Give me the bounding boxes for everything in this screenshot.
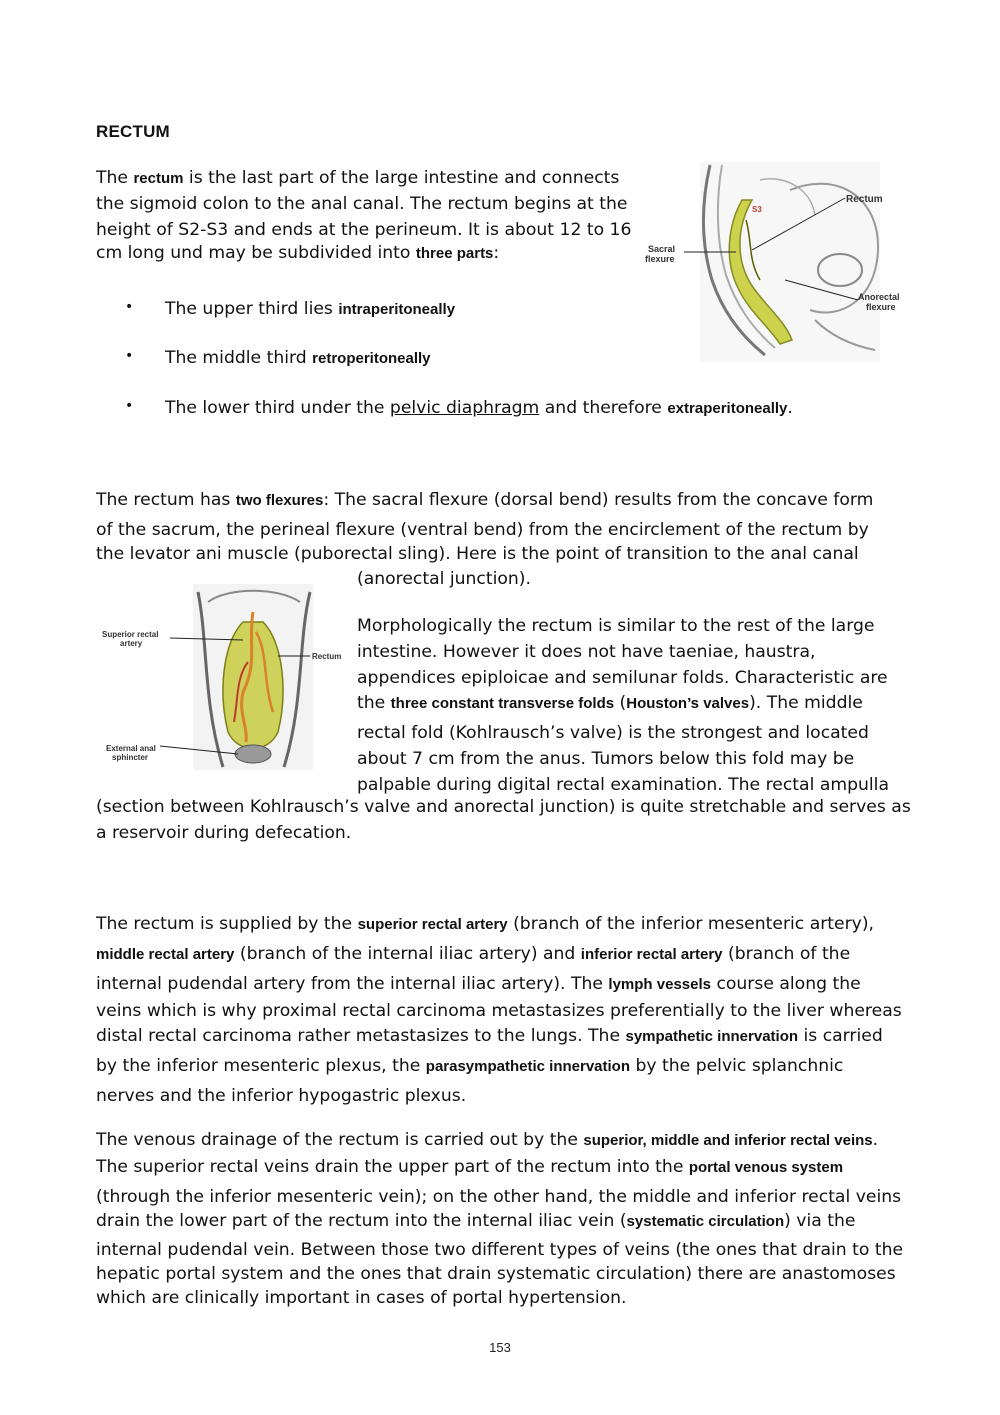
anorectal-flexure-label: flexure <box>866 302 896 312</box>
supply-line <box>96 1052 902 1082</box>
bold-term: three parts <box>415 245 494 263</box>
text: : The sacral flexure (dorsal bend) results from the concave form <box>323 490 874 510</box>
bold-term: Houston’s valves <box>626 695 750 713</box>
bold-term: retroperitoneally <box>312 350 431 367</box>
anorectal-flexure-label: Anorectal <box>858 292 900 302</box>
bold-term: two flexures <box>235 492 324 509</box>
text: and therefore <box>539 398 668 418</box>
rectum-sagittal-figure <box>640 160 910 370</box>
figure-background <box>700 162 880 362</box>
morph-line: palpable during digital rectal examination. The rectal ampulla <box>357 774 889 795</box>
intro-line <box>96 166 631 192</box>
morph-line <box>357 691 889 717</box>
morphology-paragraph <box>357 614 889 799</box>
supply-line: nerves and the inferior hypogastric plexus. <box>96 1085 467 1106</box>
text: The rectum is supplied by the <box>96 914 358 934</box>
bold-term: superior, middle and inferior rectal veins <box>583 1132 873 1149</box>
sacral-flexure-label: Sacral <box>648 244 676 254</box>
text: by the inferior mesenteric plexus, the <box>96 1055 426 1076</box>
bold-term: three constant transverse folds <box>390 695 615 713</box>
supply-line <box>96 910 902 940</box>
text: by the pelvic splanchnic <box>630 1055 844 1076</box>
intro-line: the sigmoid colon to the anal canal. The rectum begins at the <box>96 193 628 214</box>
text: is the last part of the large intestine and connects <box>183 168 620 188</box>
rectum-frontal-figure <box>98 582 348 774</box>
flexures-line <box>96 488 873 514</box>
bullet-icon: • <box>125 398 134 414</box>
venous-line <box>96 1127 903 1154</box>
external-anal-sphincter-label: External anal <box>106 744 156 753</box>
bold-term: portal venous system <box>688 1159 844 1177</box>
text: The superior rectal veins drain the upper part of the rectum into the <box>96 1157 689 1178</box>
bold-term: extraperitoneally <box>667 400 788 417</box>
text: ( <box>614 693 627 714</box>
bold-term: intraperitoneally <box>338 301 456 318</box>
text: . <box>872 1130 879 1150</box>
morphology-paragraph-cont <box>96 795 911 847</box>
bullet-icon: • <box>125 348 134 364</box>
bold-term: lymph vessels <box>608 975 711 993</box>
text: The <box>96 168 134 188</box>
text: The venous drainage of the rectum is carried out by the <box>96 1130 584 1150</box>
text: internal pudendal artery from the internal iliac artery). The <box>96 973 609 994</box>
morph-line: about 7 cm from the anus. Tumors below this fold may be <box>357 748 855 769</box>
venous-line: which are clinically important in cases of portal hypertension. <box>96 1288 627 1309</box>
section-heading: RECTUM <box>96 122 170 141</box>
intro-paragraph <box>96 166 631 267</box>
rectum-label: Rectum <box>846 194 883 205</box>
supply-line <box>96 1022 902 1052</box>
text: is carried <box>798 1026 883 1047</box>
bold-term: rectum <box>133 170 184 187</box>
text: distal rectal carcinoma rather metastasizes to the lungs. The <box>96 1026 626 1047</box>
venous-line <box>96 1154 903 1181</box>
venous-line: hepatic portal system and the ones that drain systematic circulation) there are anastomoses <box>96 1264 896 1285</box>
bold-term: middle rectal artery <box>96 945 235 963</box>
flexures-line: (anorectal junction). <box>357 569 531 590</box>
venous-line: internal pudendal vein. Between those two different types of veins (the ones that drain to the <box>96 1239 904 1260</box>
bold-term: parasympathetic innervation <box>425 1057 631 1075</box>
supply-line <box>96 940 902 970</box>
s3-label: S3 <box>752 205 762 214</box>
sphincter-shape <box>235 745 271 763</box>
morph-line: rectal fold (Kohlrausch’s valve) is the strongest and located <box>357 723 869 744</box>
intro-line: height of S2-S3 and ends at the perineum. It is about 12 to 16 <box>96 219 632 240</box>
text: The rectum has <box>96 490 236 510</box>
flexures-paragraph <box>96 488 873 593</box>
morph-line: intestine. However it does not have taeniae, haustra, <box>357 641 816 662</box>
morph-line: (section between Kohlrausch’s valve and anorectal junction) is quite stretchable and serves as <box>96 797 911 817</box>
text: course along the <box>710 973 861 994</box>
page-number: 153 <box>489 1340 511 1355</box>
venous-paragraph <box>96 1127 903 1312</box>
sacral-flexure-label: flexure <box>645 254 675 264</box>
morph-line: Morphologically the rectum is similar to the rest of the large <box>357 616 875 636</box>
venous-line <box>96 1208 903 1235</box>
external-anal-sphincter-label: sphincter <box>112 753 149 762</box>
superior-rectal-artery-label: artery <box>120 639 143 648</box>
text: drain the lower part of the rectum into the internal iliac vein ( <box>96 1210 627 1231</box>
text: The lower third under the <box>165 398 390 418</box>
rectum-label: Rectum <box>312 652 342 661</box>
venous-line: (through the inferior mesenteric vein); on the other hand, the middle and inferior rectal veins <box>96 1187 902 1208</box>
pelvic-diaphragm-link[interactable]: pelvic diaphragm <box>389 398 540 418</box>
supply-line <box>96 970 902 1000</box>
bold-term: systematic circulation <box>626 1212 785 1230</box>
bold-term: inferior rectal artery <box>580 945 723 963</box>
bold-term: superior rectal artery <box>357 916 508 933</box>
supply-paragraph <box>96 910 902 1111</box>
text: The middle third <box>165 348 313 368</box>
text: cm long und may be subdivided into <box>96 243 416 264</box>
text: the <box>357 693 391 714</box>
morph-line: appendices epiploicae and semilunar folds. Characteristic are <box>357 667 888 688</box>
flexures-line: of the sacrum, the perineal flexure (ventral bend) from the encirclement of the rectum by <box>96 519 869 540</box>
text: ). The middle <box>749 693 863 714</box>
superior-rectal-artery-label: Superior rectal <box>102 630 159 639</box>
text: ) via the <box>784 1210 856 1231</box>
text: The upper third lies <box>165 299 339 319</box>
supply-line: veins which is why proximal rectal carcinoma metastasizes preferentially to the liver whereas <box>96 1001 902 1022</box>
text: : <box>493 243 500 264</box>
text: (branch of the internal iliac artery) and <box>234 943 581 964</box>
bullet-icon: • <box>125 299 134 315</box>
morph-line: a reservoir during defecation. <box>96 822 352 843</box>
intro-line <box>96 241 631 267</box>
text: (branch of the inferior mesenteric artery), <box>507 914 875 934</box>
text: . <box>787 398 793 418</box>
bold-term: sympathetic innervation <box>625 1028 799 1046</box>
text: (branch of the <box>722 943 851 964</box>
flexures-line: the levator ani muscle (puborectal sling). Here is the point of transition to the anal canal <box>96 543 859 564</box>
